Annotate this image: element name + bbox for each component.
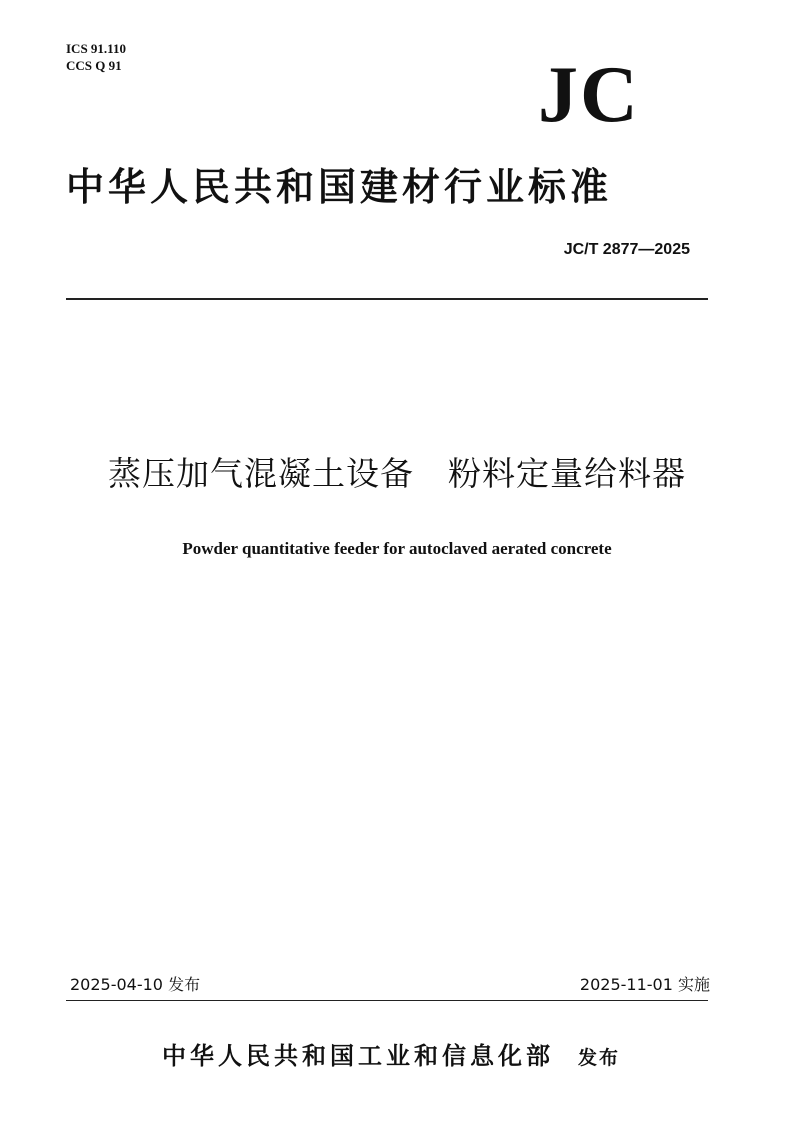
header-divider	[66, 298, 708, 300]
standard-number: JC/T 2877—2025	[563, 241, 690, 258]
publisher-suffix: 发布	[578, 1047, 621, 1069]
publisher-name: 中华人民共和国工业和信息化部	[162, 1041, 554, 1070]
implementation-date: 2025-11-01 实施	[579, 975, 710, 994]
organization-title: 中华人民共和国建材行业标准	[66, 165, 613, 209]
ics-code: ICS 91.110	[66, 41, 126, 56]
jc-logo: JC	[538, 51, 640, 139]
ccs-code: CCS Q 91	[66, 58, 122, 73]
footer-divider	[66, 1000, 708, 1001]
classification-codes	[66, 40, 126, 74]
document-title-english: Powder quantitative feeder for autoclaved aerated concrete	[182, 539, 612, 558]
issue-date: 2025-04-10 发布	[70, 975, 201, 994]
document-title-chinese: 蒸压加气混凝土设备 粉料定量给料器	[108, 454, 686, 493]
